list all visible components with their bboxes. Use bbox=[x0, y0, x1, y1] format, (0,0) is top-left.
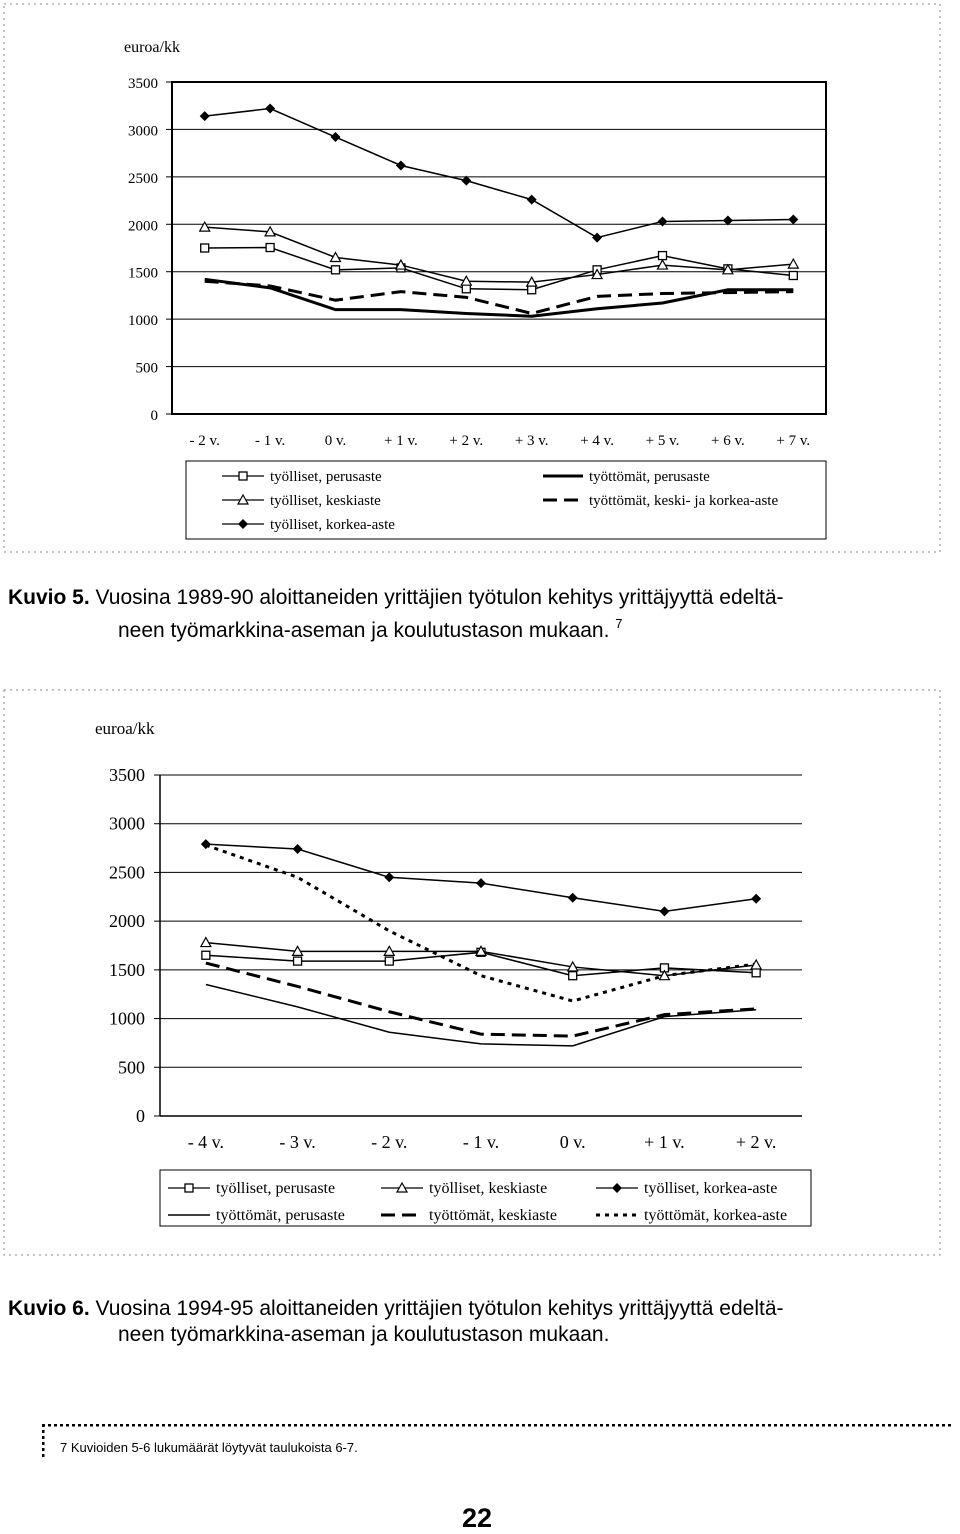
chart-1-x-tick-label: - 2 v. bbox=[189, 433, 220, 449]
caption-2-text-2: neen työmarkkina-aseman ja koulutustason mukaan. bbox=[118, 1323, 610, 1346]
chart-1-series-ty-lliset-korkea-aste-point bbox=[658, 216, 668, 226]
chart-1-series-ty-lliset-korkea-aste-point bbox=[788, 215, 798, 225]
caption-2-number: Kuvio 6. bbox=[8, 1297, 90, 1320]
chart-2-series-ty-lliset-korkea-aste-point bbox=[201, 839, 211, 849]
chart-1-series-ty-lliset-perusaste-point bbox=[201, 244, 209, 252]
chart-1-series-ty-lliset-korkea-aste-point bbox=[331, 132, 341, 142]
chart-2-series-ty-tt-m-t-korkea-aste-line bbox=[206, 845, 756, 1001]
chart-1-series-ty-lliset-perusaste-point bbox=[659, 252, 667, 260]
chart-1-y-tick-label: 3500 bbox=[128, 76, 158, 92]
chart-2-series-ty-lliset-perusaste-point bbox=[569, 972, 577, 980]
chart-1-y-tick-label: 2500 bbox=[128, 170, 158, 187]
chart-2-x-tick-label: + 1 v. bbox=[644, 1132, 685, 1152]
chart-2-series-ty-lliset-perusaste-point bbox=[385, 957, 393, 965]
chart-2-series-ty-tt-m-t-perusaste-line bbox=[206, 984, 756, 1045]
chart-1-series-ty-lliset-korkea-aste-point bbox=[200, 111, 210, 121]
chart-2-y-tick-label: 1500 bbox=[109, 959, 145, 980]
chart-2-legend-ty-lliset-perusaste-label: työlliset, perusaste bbox=[216, 1180, 336, 1197]
chart-2-ylabel: euroa/kk bbox=[95, 719, 155, 738]
chart-2-y-tick-label: 3500 bbox=[109, 765, 145, 785]
chart-1-series-ty-lliset-korkea-aste-line bbox=[205, 109, 794, 238]
chart-2-series-ty-lliset-keskiaste-point bbox=[201, 938, 211, 947]
chart-1-series-ty-lliset-keskiaste-point bbox=[200, 222, 210, 231]
chart-2-series-ty-lliset-korkea-aste-point bbox=[659, 906, 669, 916]
chart-1-y-tick-label: 1000 bbox=[128, 313, 158, 330]
chart-2-legend-ty-tt-m-t-keskiaste-label: työttömät, keskiaste bbox=[429, 1207, 557, 1224]
chart-2-series-ty-lliset-korkea-aste-point bbox=[293, 844, 303, 854]
chart-1-x-tick-label: + 6 v. bbox=[711, 433, 745, 449]
chart-1-series-ty-tt-m-t-keski-ja-korkea-aste-line bbox=[205, 281, 794, 313]
chart-1-legend-ty-lliset-perusaste-marker bbox=[239, 472, 247, 480]
chart-1-legend-ty-tt-m-t-perusaste-label: työttömät, perusaste bbox=[589, 469, 710, 485]
chart-1-legend-ty-lliset-korkea-aste-marker bbox=[238, 519, 248, 529]
chart-1-ylabel: euroa/kk bbox=[124, 39, 180, 56]
chart-2-x-tick-label: 0 v. bbox=[559, 1132, 586, 1152]
chart-1-series-ty-lliset-korkea-aste-point bbox=[527, 195, 537, 205]
chart-2-legend-ty-lliset-keskiaste-label: työlliset, keskiaste bbox=[429, 1180, 548, 1197]
chart-1-y-tick-label: 500 bbox=[135, 360, 158, 377]
chart-1-series-ty-lliset-keskiaste-point bbox=[658, 260, 668, 269]
chart-2-x-tick-label: - 2 v. bbox=[371, 1132, 408, 1152]
chart-2-x-tick-label: - 4 v. bbox=[187, 1132, 225, 1152]
chart-1-legend-ty-tt-m-t-keski-ja-korkea-aste-label: työttömät, keski- ja korkea-aste bbox=[589, 493, 779, 509]
chart-1-legend-ty-lliset-korkea-aste-label: työlliset, korkea-aste bbox=[270, 517, 395, 533]
chart-2-series-ty-lliset-korkea-aste-point bbox=[384, 872, 394, 882]
chart-2-y-tick-label: 2500 bbox=[109, 862, 145, 883]
chart-2-series-ty-lliset-perusaste-point bbox=[202, 951, 210, 959]
chart-1-x-tick-label: 0 v. bbox=[324, 433, 347, 449]
chart-2-x-tick-label: + 2 v. bbox=[735, 1132, 777, 1152]
footnote-ref: 7 bbox=[615, 616, 623, 631]
caption-2-text: Vuosina 1994-95 aloittaneiden yrittäjien työtulon kehitys yrittäjyyttä edeltä- bbox=[95, 1297, 784, 1320]
chart-2 bbox=[0, 688, 960, 1263]
chart-2-series-ty-lliset-korkea-aste-point bbox=[476, 878, 486, 888]
chart-2-series-ty-lliset-perusaste-point bbox=[752, 969, 760, 977]
chart-1-legend-ty-lliset-keskiaste-label: työlliset, keskiaste bbox=[270, 493, 381, 509]
chart-2-series-ty-lliset-korkea-aste-point bbox=[751, 894, 761, 904]
chart-1-y-tick-label: 2000 bbox=[128, 218, 158, 235]
chart-2-legend-ty-lliset-korkea-aste-marker bbox=[612, 1183, 622, 1193]
chart-1-x-tick-label: + 3 v. bbox=[514, 433, 549, 449]
chart-1-y-tick-label: 0 bbox=[150, 408, 158, 424]
chart-2-y-tick-label: 500 bbox=[118, 1057, 145, 1078]
caption-1-number: Kuvio 5. bbox=[8, 586, 90, 609]
chart-1-series-ty-lliset-perusaste-point bbox=[528, 286, 536, 294]
chart-2-y-tick-label: 2000 bbox=[109, 911, 145, 932]
chart-1-series-ty-lliset-perusaste-point bbox=[462, 285, 470, 293]
chart-1-y-tick-label: 3000 bbox=[128, 123, 158, 140]
chart-1-series-ty-lliset-perusaste-point bbox=[332, 266, 340, 274]
chart-1-series-ty-tt-m-t-perusaste-line bbox=[205, 279, 794, 316]
chart-1-series-ty-lliset-keskiaste-point bbox=[788, 259, 798, 268]
chart-2-series-ty-lliset-korkea-aste-line bbox=[206, 844, 756, 911]
chart-1-legend-ty-lliset-perusaste-label: työlliset, perusaste bbox=[270, 469, 382, 485]
chart-1-x-tick-label: + 7 v. bbox=[776, 433, 811, 449]
chart-1-series-ty-lliset-korkea-aste-point bbox=[265, 104, 275, 114]
chart-2-legend-ty-lliset-korkea-aste-label: työlliset, korkea-aste bbox=[644, 1180, 778, 1197]
chart-2-series-ty-lliset-korkea-aste-point bbox=[568, 893, 578, 903]
chart-1-x-tick-label: + 2 v. bbox=[449, 433, 484, 449]
chart-1-y-tick-label: 1500 bbox=[128, 265, 158, 282]
chart-2-y-tick-label: 3000 bbox=[109, 813, 145, 834]
chart-1-x-tick-label: + 1 v. bbox=[384, 433, 418, 449]
page-number: 22 bbox=[462, 1503, 493, 1533]
footnote: 7 Kuvioiden 5-6 lukumäärät löytyvät taulukoista 6-7. bbox=[60, 1440, 358, 1455]
chart-2-series-ty-lliset-keskiaste-point bbox=[751, 960, 761, 969]
chart-1-series-ty-lliset-keskiaste-point bbox=[331, 252, 341, 261]
caption-2 bbox=[8, 1296, 953, 1348]
caption-1-text-2: neen työmarkkina-aseman ja koulutustason mukaan. bbox=[118, 619, 610, 642]
chart-1-series-ty-lliset-perusaste-point bbox=[266, 244, 274, 252]
caption-1 bbox=[8, 585, 953, 644]
chart-2-series-ty-lliset-perusaste-point bbox=[294, 957, 302, 965]
chart-1-series-ty-lliset-korkea-aste-point bbox=[592, 233, 602, 243]
chart-2-y-tick-label: 0 bbox=[136, 1106, 145, 1126]
chart-1-x-tick-label: - 1 v. bbox=[254, 433, 286, 449]
chart-2-legend-ty-tt-m-t-perusaste-label: työttömät, perusaste bbox=[216, 1207, 345, 1224]
caption-1-text: Vuosina 1989-90 aloittaneiden yrittäjien työtulon kehitys yrittäjyyttä edeltä- bbox=[95, 586, 784, 609]
chart-1-x-tick-label: + 5 v. bbox=[645, 433, 680, 449]
chart-2-x-tick-label: - 3 v. bbox=[279, 1132, 316, 1152]
chart-2-legend-ty-lliset-perusaste-marker bbox=[185, 1184, 193, 1192]
chart-1-x-tick-label: + 4 v. bbox=[580, 433, 614, 449]
chart-2-y-tick-label: 1000 bbox=[109, 1008, 145, 1029]
chart-1-series-ty-lliset-perusaste-point bbox=[789, 272, 797, 280]
chart-2-legend-ty-tt-m-t-korkea-aste-label: työttömät, korkea-aste bbox=[644, 1207, 788, 1224]
chart-1 bbox=[0, 0, 960, 560]
chart-2-x-tick-label: - 1 v. bbox=[462, 1132, 500, 1152]
chart-1-series-ty-lliset-korkea-aste-point bbox=[396, 160, 406, 170]
